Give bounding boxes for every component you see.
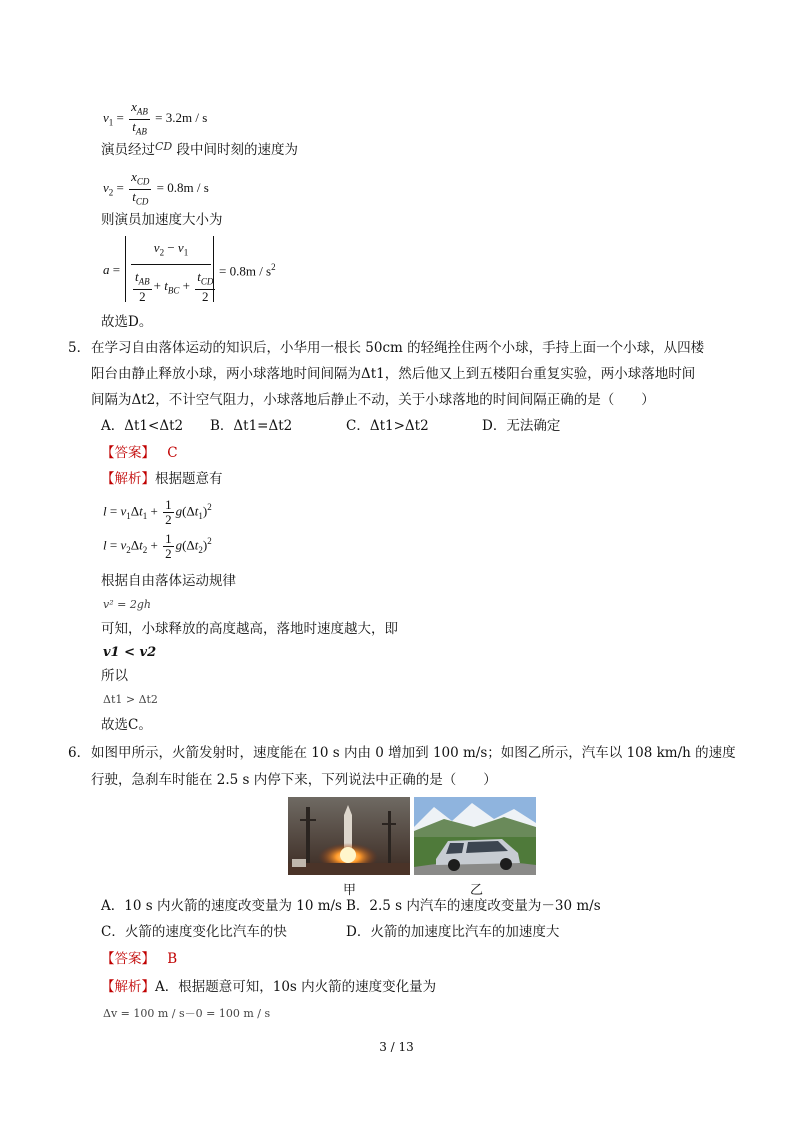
car-image xyxy=(414,797,536,875)
q5-answer-line xyxy=(101,441,178,461)
formula-v-compare: v1 < v2 xyxy=(103,645,157,660)
q6-option-b: B．2.5 s 内汽车的速度改变量为－30 m/s xyxy=(346,898,601,914)
caption-jia: 甲 xyxy=(343,883,357,898)
q5-line-1: 在学习自由落体运动的知识后，小华用一根长 50cm 的轻绳拴住两个小球，手持上面一个小球，从四楼 xyxy=(91,340,705,356)
q6-number: 6． xyxy=(68,745,91,761)
formula-v2gh: v² = 2gh xyxy=(103,598,151,611)
q6-answer-tag: 【答案】 xyxy=(101,951,155,967)
formula-dt-compare: Δt1 > Δt2 xyxy=(103,693,158,706)
formula-delta-v: Δv = 100 m / s－0 = 100 m / s xyxy=(103,1007,271,1020)
q6-answer: B xyxy=(167,951,178,967)
formula-v1: $v_1$ = $\frac{x_{AB}}{t_{AB}}$ = 3.2m / s xyxy=(103,99,208,137)
q5-answer-tag: 【答案】 xyxy=(101,445,155,461)
q5-so-text: 所以 xyxy=(101,668,128,684)
q5-number: 5． xyxy=(68,340,91,356)
caption-yi: 乙 xyxy=(470,883,484,898)
q5-line-3: 间隔为Δt2，不计空气阻力，小球落地后静止不动，关于小球落地的时间间隔正确的是（ ） xyxy=(91,392,655,408)
q5-analysis-text: 根据题意有 xyxy=(155,471,223,487)
q6-analysis-text: A．根据题意可知，10s 内火箭的速度变化量为 xyxy=(155,979,437,995)
q5-reason-text: 可知，小球释放的高度越高，落地时速度越大，即 xyxy=(101,621,398,637)
formula-v2: $v_2$ = $\frac{x_{CD}}{t_{CD}}$ = 0.8m / s xyxy=(103,169,209,207)
formula-l-1: $l = v_1\Delta t_1$ + $\frac{1}{2}$ $g(\Delta t_1)^2$ xyxy=(103,497,212,527)
q5-line-2: 阳台由静止释放小球，两小球落地时间间隔为Δt1，然后他又上到五楼阳台重复实验，两小球落地时间 xyxy=(91,366,696,382)
q6-option-a: A．10 s 内火箭的速度改变量为 10 m/s xyxy=(101,898,342,914)
rocket-launch-image xyxy=(288,797,410,875)
q6-analysis-tag: 【解析】 xyxy=(101,979,155,995)
q5-analysis-tag: 【解析】 xyxy=(101,471,155,487)
q6-line-2: 行驶，急刹车时能在 2.5 s 内停下来，下列说法中正确的是（ ） xyxy=(91,772,497,788)
q6-answer-line xyxy=(101,947,177,967)
q5-option-d: D．无法确定 xyxy=(482,418,561,434)
q4-conclusion: 故选D。 xyxy=(101,314,153,330)
q5-answer: C xyxy=(167,445,178,461)
q6-line-1: 如图甲所示，火箭发射时，速度能在 10 s 内由 0 增加到 100 m/s；如图乙所示，汽车以 108 km/h 的速度 xyxy=(91,745,736,761)
q5-rule-text: 根据自由落体运动规律 xyxy=(101,573,236,589)
formula-l-2: $l = v_2\Delta t_2$ + $\frac{1}{2}$ $g(\Delta t_2)^2$ xyxy=(103,531,212,561)
q5-option-b: B．Δt1=Δt2 xyxy=(210,418,293,434)
q5-conclusion: 故选C。 xyxy=(101,717,152,733)
acceleration-text: 则演员加速度大小为 xyxy=(101,212,223,228)
q6-analysis-line xyxy=(101,975,436,995)
q5-option-c: C．Δt1>Δt2 xyxy=(346,418,429,434)
page-number: 3 / 13 xyxy=(379,1040,414,1054)
cd-midpoint-text: 演员经过$^{CD}$ 段中间时刻的速度为 xyxy=(101,140,299,158)
q5-analysis-line xyxy=(101,467,223,487)
q6-option-c: C．火箭的速度变化比汽车的快 xyxy=(101,924,287,940)
q5-option-a: A．Δt1<Δt2 xyxy=(101,418,184,434)
q6-option-d: D．火箭的加速度比汽车的加速度大 xyxy=(346,924,560,940)
